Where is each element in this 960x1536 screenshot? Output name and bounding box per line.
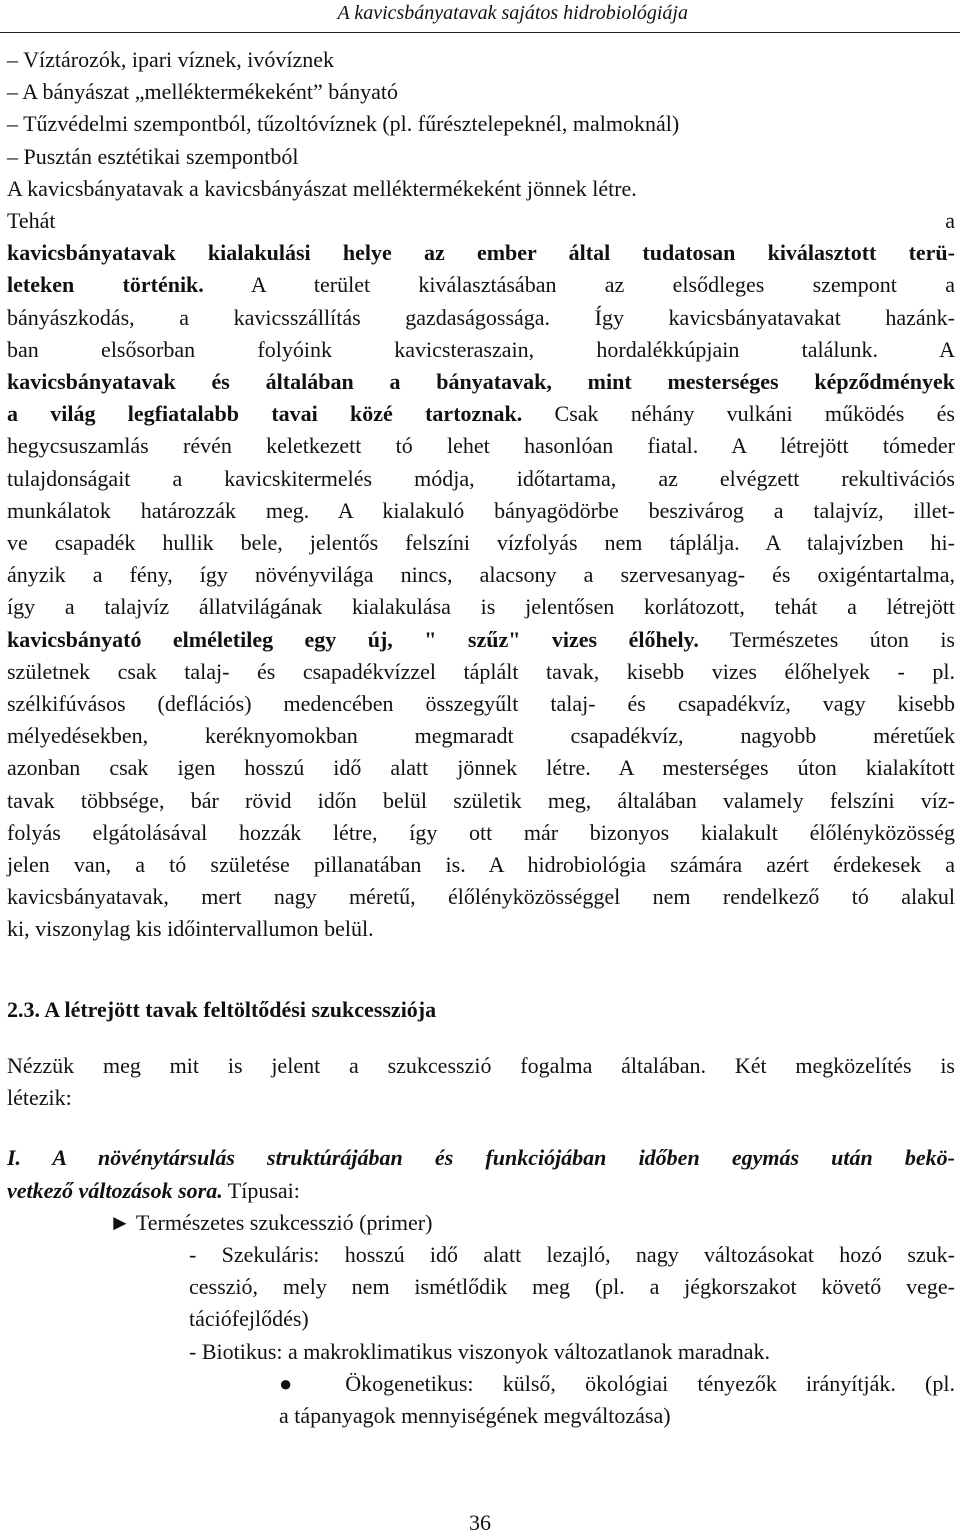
succession-types: [7, 1207, 955, 1432]
bullet-item: – Víztározók, ipari víznek, ivóvíznek: [7, 47, 335, 72]
text-line: azonban csak igen hosszú idő alatt jönnek létre. A mesterséges úton kialakított: [7, 755, 955, 781]
running-header: A kavicsbányatavak sajátos hidrobiológiája: [337, 2, 688, 24]
definition: [7, 1142, 955, 1206]
text-line: Nézzük meg mit is jelent a szukcesszió fogalma általában. Két megközelítés is: [7, 1052, 955, 1078]
text-line: születnek csak talaj- és csapadékvízzel táplált tavak, kisebb vizes élőhelyek - pl.: [7, 658, 955, 684]
bullet-item: – Pusztán esztétikai szempontból: [7, 143, 299, 169]
bullet-item: – A bányászat „melléktermékeként” bányató: [7, 79, 398, 105]
text-line: kavicsbányatavak és általában a bányatavak, mint mesterséges képződmények: [7, 369, 955, 395]
type-item: ► Természetes szukcesszió (primer): [109, 1209, 433, 1235]
subtype-line: ● Ökogenetikus: külső, ökológiai tényezők irányítják. (pl.: [279, 1370, 955, 1396]
section-heading: 2.3. A létrejött tavak feltöltődési szukcessziója: [7, 996, 437, 1022]
page-number: 36: [469, 1510, 491, 1535]
paragraph-2: [7, 1050, 955, 1114]
text-line: jelen van, a tó születése pillanatában is. A hidrobiológia számára azért érdekesek a: [7, 852, 955, 878]
subtype-line: cesszió, mely nem ismétlődik meg (pl. a jégkorszakot követő vege-: [189, 1274, 955, 1300]
subtype-line: - Biotikus: a makroklimatikus viszonyok változatlanok maradnak.: [189, 1338, 771, 1364]
bullet-item: – Tűzvédelmi szempontból, tűzoltóvíznek (pl. fűrésztelepeknél, malmoknál): [7, 111, 680, 137]
text-line: munkálatok határozzák meg. A kialakuló bányagödörbe beszivárog a talajvíz, illet-: [7, 497, 955, 523]
header-rule: [0, 32, 960, 33]
text-line: bányászkodás, a kavicsszállítás gazdaságossága. Így kavicsbányatavakat hazánk-: [7, 304, 956, 330]
subtype-line: tációfejlődés): [189, 1306, 309, 1332]
text-line: vetkező változások sora. Típusai:: [7, 1177, 300, 1203]
text-line: tulajdonságait a kavicskitermelés módja, időtartama, az elvégzett rekultivációs: [7, 465, 955, 491]
text-line: tavak többsége, bár rövid időn belül születik meg, általában valamely felszíni víz-: [7, 787, 955, 813]
subtype-line: - Szekuláris: hosszú idő alatt lezajló, nagy változásokat hozó szuk-: [189, 1241, 955, 1267]
text-line: folyás elgátolásával hozzák létre, így ott már bizonyos kialakult élőlényközösség: [7, 819, 955, 845]
text-line: leteken történik. A terület kiválasztásában az elsődleges szempont a: [7, 272, 955, 298]
text-line: ve csapadék hullik bele, jelentős felszíni vízfolyás nem táplálja. A talajvízben hi-: [7, 530, 955, 556]
text-line: szélkifúvásos (deflációs) medencében összegyűlt talaj- és csapadékvíz, vagy kisebb: [7, 691, 955, 717]
text-line: ányzik a fény, így növényvilága nincs, alacsony a szervesanyag- és oxigéntartalma,: [7, 562, 955, 588]
subtype-line: a tápanyagok mennyiségének megváltozása): [279, 1402, 671, 1428]
text-line: I. A növénytársulás struktúrájában és funkciójában időben egymás után bekö-: [7, 1145, 955, 1171]
paragraph-1: [7, 173, 955, 946]
text-line: kavicsbányatavak kialakulási helye az ember által tudatosan kiválasztott terü-: [7, 240, 955, 266]
text-line: a világ legfiatalabb tavai közé tartoznak. Csak néhány vulkáni működés és: [7, 401, 955, 427]
text-line: kavicsbányató elméletileg egy új, " szűz" vizes élőhely. Természetes úton is: [7, 626, 955, 652]
page-content: [7, 44, 955, 1432]
text-line: létezik:: [7, 1085, 72, 1111]
text-line: A kavicsbányatavak a kavicsbányászat melléktermékeként jönnek létre.: [7, 175, 637, 201]
text-line: ban elsősorban folyóink kavicsteraszain, hordalékkúpjain találunk. A: [7, 336, 955, 362]
text-line: hegycsuszamlás révén keletkezett tó lehet hasonlóan fiatal. A létrejött tómeder: [7, 433, 956, 459]
text-line: kavicsbányatavak, mert nagy méretű, élőlényközösséggel nem rendelkező tó alakul: [7, 884, 955, 910]
text-line: így a talajvíz állatvilágának kialakulása is jelentősen korlátozott, tehát a létrejött: [7, 594, 955, 620]
text-line: ki, viszonylag kis időintervallumon belül.: [7, 916, 374, 942]
text-line: mélyedésekben, keréknyomokban megmaradt csapadékvíz, nagyobb méretűek: [7, 723, 955, 749]
bullet-list: [7, 44, 955, 173]
text-line: Tehát a: [7, 208, 955, 234]
